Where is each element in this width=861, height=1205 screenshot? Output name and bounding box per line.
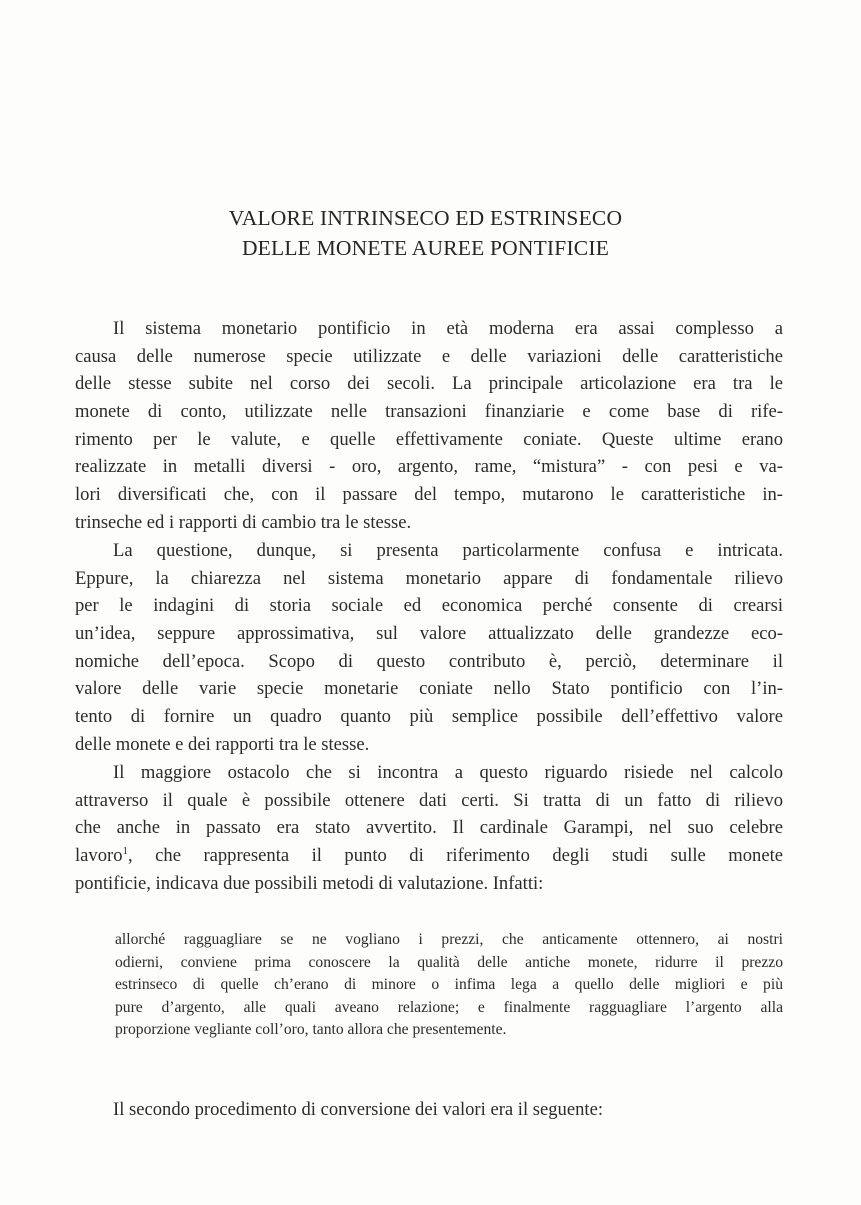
text-line: Il secondo procedimento di conversione dei valori era il seguente: [113, 1099, 603, 1120]
quote-line: odierni, conviene prima conoscere la qualità delle antiche monete, ridurre il prezzo [115, 953, 783, 971]
text-line: delle monete e dei rapporti tra le stesse. [75, 733, 370, 755]
text-line: Il maggiore ostacolo che si incontra a questo riguardo risiede nel calcolo [113, 762, 783, 783]
chapter-title [0, 203, 851, 263]
text-line: delle stesse subite nel corso dei secoli. La principale articolazione era tra le [75, 373, 783, 395]
text-line: pontificie, indicava due possibili metodi di valutazione. Infatti: [75, 872, 544, 894]
paragraph-4 [75, 1096, 783, 1124]
block-quote [115, 929, 783, 1042]
text-line [75, 842, 783, 870]
text-line: La questione, dunque, si presenta particolarmente confusa e intricata. [113, 540, 783, 561]
text-line: monete di conto, utilizzate nelle transazioni finanziarie e come base di rife- [75, 401, 783, 423]
paragraph-2 [75, 537, 783, 759]
chapter-title-line-2: DELLE MONETE AUREE PONTIFICIE [241, 236, 610, 260]
text-line: attraverso il quale è possibile ottenere dati certi. Si tratta di un fatto di rilievo [75, 789, 783, 811]
text-line: causa delle numerose specie utilizzate e delle variazioni delle caratteristiche [75, 345, 783, 367]
quote-line: pure d’argento, alle quali aveano relazione; e finalmente ragguagliare l’argento alla [115, 998, 783, 1016]
text-line: Eppure, la chiarezza nel sistema monetario appare di fondamentale rilievo [75, 567, 783, 589]
text-line: Il sistema monetario pontificio in età moderna era assai complesso a [113, 318, 783, 339]
text-line-continuation: , che rappresenta il punto di riferimento degli studi sulle monete [128, 845, 783, 867]
text-line: per le indagini di storia sociale ed economica perché consente di crearsi [75, 595, 783, 617]
text-line: tento di fornire un quadro quanto più semplice possibile dell’effettivo valore [75, 706, 783, 728]
paragraph-3 [75, 759, 783, 897]
text-line: realizzate in metalli diversi - oro, argento, rame, “mistura” - con pesi e va- [75, 456, 783, 478]
quote-line: allorché ragguagliare se ne vogliano i prezzi, che anticamente ottennero, ai nostri [115, 931, 783, 948]
text-line: un’idea, seppure approssimativa, sul valore attualizzato delle grandezze eco- [75, 623, 783, 645]
footnote-anchor-word: lavoro [75, 845, 123, 867]
text-line: nomiche dell’epoca. Scopo di questo contributo è, perciò, determinare il [75, 650, 783, 672]
quote-line: proporzione vegliante coll’oro, tanto allora che presentemente. [115, 1021, 507, 1039]
text-line: che anche in passato era stato avvertito. Il cardinale Garampi, nel suo celebre [75, 817, 783, 839]
text-line: valore delle varie specie monetarie coniate nello Stato pontificio con l’in- [75, 678, 783, 700]
quote-line: estrinseco di quelle ch’erano di minore o infima lega a quello delle migliori e più [115, 976, 783, 994]
chapter-title-line-1: VALORE INTRINSECO ED ESTRINSECO [228, 206, 623, 230]
text-line: lori diversificati che, con il passare del tempo, mutarono le caratteristiche in- [75, 484, 783, 506]
text-line: rimento per le valute, e quelle effettivamente coniate. Queste ultime erano [75, 428, 783, 450]
text-line: trinseche ed i rapporti di cambio tra le stesse. [75, 511, 412, 533]
paragraph-1 [75, 315, 783, 537]
footnote-reference[interactable]: 1 [122, 845, 129, 858]
